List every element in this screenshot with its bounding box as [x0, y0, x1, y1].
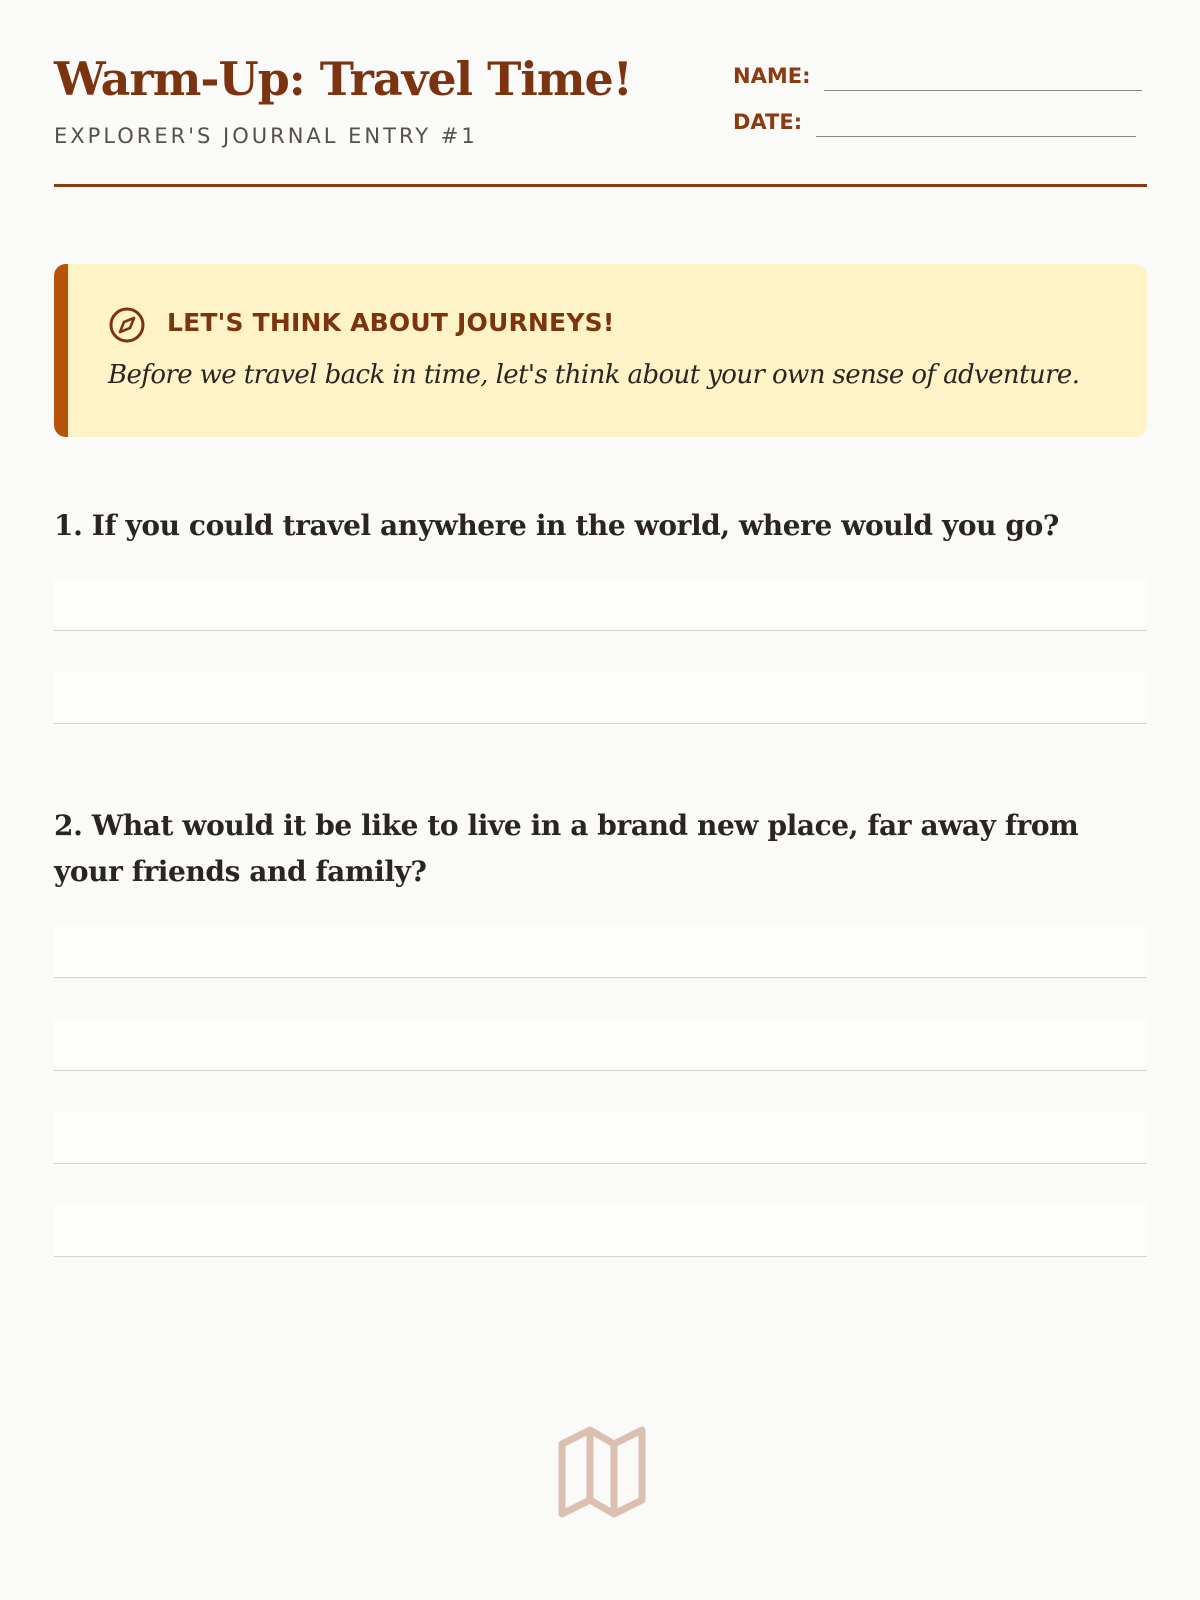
name-input-line[interactable] [824, 90, 1142, 91]
date-input-line[interactable] [816, 136, 1136, 137]
name-label: NAME: [733, 64, 811, 88]
callout-accent-bar [54, 264, 68, 437]
map-icon [554, 1424, 650, 1520]
answer-line[interactable] [54, 1204, 1147, 1257]
answer-line[interactable] [54, 1111, 1147, 1164]
answer-line[interactable] [54, 671, 1147, 724]
date-label: DATE: [733, 110, 803, 134]
answer-line[interactable] [54, 925, 1147, 978]
question-1: 1. If you could travel anywhere in the world, where would you go? [54, 509, 1059, 542]
callout-heading: LET'S THINK ABOUT JOURNEYS! [167, 308, 615, 337]
name-field [733, 57, 1142, 87]
page-subtitle: EXPLORER'S JOURNAL ENTRY #1 [54, 124, 478, 148]
answer-line[interactable] [54, 1018, 1147, 1071]
compass-icon [108, 306, 146, 344]
page-title: Warm-Up: Travel Time! [54, 52, 632, 106]
intro-callout [54, 264, 1147, 437]
worksheet-header [54, 0, 1147, 187]
answer-line[interactable] [54, 578, 1147, 631]
date-field [733, 103, 1136, 133]
callout-text: Before we travel back in time, let's think about your own sense of adventure. [108, 360, 1080, 390]
question-2: 2. What would it be like to live in a brand new place, far away from your friends and family? [54, 809, 1079, 888]
worksheet-page [54, 0, 1147, 1600]
